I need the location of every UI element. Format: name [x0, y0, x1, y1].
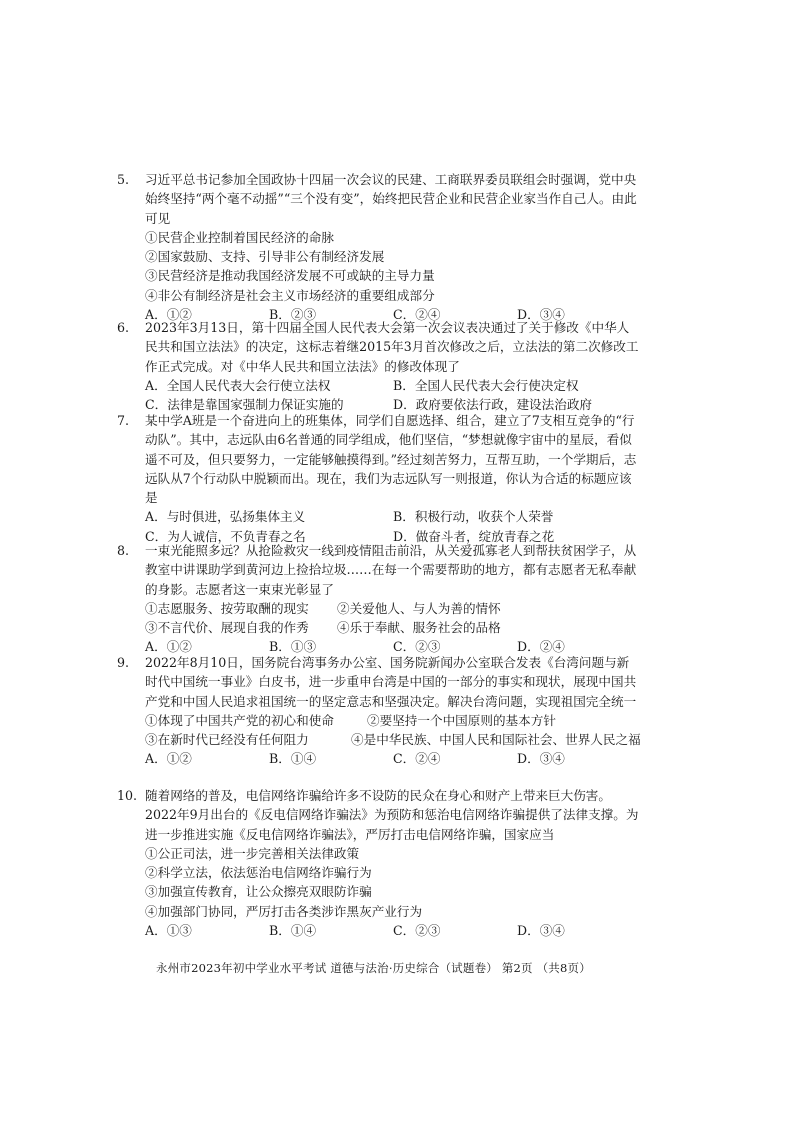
statement-row [145, 618, 641, 637]
option-a: A．①② [145, 639, 192, 655]
option-a: A．①② [145, 751, 192, 767]
statement: ②要坚持一个中国原则的基本方针 [367, 712, 556, 728]
statement: ④乐于奉献、服务社会的品格 [337, 620, 501, 636]
option-b: B．②③ [269, 307, 317, 323]
question-number: 6. [117, 320, 130, 335]
statement: ①志愿服务、按劳取酬的现实 [145, 600, 309, 616]
statement: ③民营经济是推动我国经济发展不可或缺的主导力量 [145, 268, 435, 284]
option-d: D．②④ [517, 639, 565, 655]
statement: ④加强部门协同，严厉打击各类涉诈黑灰产业行为 [145, 903, 423, 919]
question-stem: 2022年8月10日，国务院台湾事务办公室、国务院新闻办公室联合发表《台湾问题与新时代中国统一事业》白皮书，进一步重申台湾是中国的一部分的事实和现状，展现中国共产党和中国人民追求祖国统一的坚定意志和坚强决定。解决台湾问题，实现祖国完全统一 [145, 655, 637, 709]
statement: ③不言代价、展现自我的作秀 [145, 620, 309, 636]
statement: ①民营企业控制着国民经济的命脉 [145, 229, 334, 245]
question-stem: 2023年3月13日，第十四届全国人民代表大会第一次会议表决通过了关于修改《中华人民共和国立法法》的决定，这标志着继2015年3月首次修改之后，立法法的第二次修改工作正式完成。对《中华人民共和国立法法》的修改体现了 [145, 320, 639, 374]
question-8 [117, 541, 641, 657]
option-a: A．①③ [145, 923, 192, 939]
option-d: D．政府要依法行政，建设法治政府 [393, 397, 593, 413]
page-footer: 永州市2023年初中学业水平考试 道德与法治·历史综合（试题卷） 第2页 （共8页） [156, 961, 591, 975]
question-10 [117, 786, 641, 940]
question-5 [117, 170, 641, 324]
answer-options [145, 749, 641, 768]
statement: ①公正司法，进一步完善相关法律政策 [145, 845, 360, 861]
option-a: A．①② [145, 307, 192, 323]
question-number: 10. [117, 788, 138, 803]
option-b: B．①④ [269, 751, 317, 767]
question-number: 8. [117, 543, 130, 558]
statement-row [145, 711, 641, 730]
question-stem: 习近平总书记参加全国政协十四届一次会议的民建、工商联界委员联组会时强调，党中央始终坚持“两个毫不动摇”“三个没有变”，始终把民营企业和民营企业家当作自己人。由此可见 [145, 172, 637, 226]
option-a: A．全国人民代表大会行使立法权 [145, 377, 331, 393]
option-d: D．③④ [517, 923, 565, 939]
answer-options [145, 507, 641, 526]
option-c: C．②④ [393, 751, 441, 767]
option-b: B．积极行动，收获个人荣誉 [393, 509, 554, 525]
statement: ④是中华民族、中国人民和国际社会、世界人民之福 [351, 732, 641, 748]
option-c: C．为人诚信，不负青春之名 [145, 528, 306, 544]
question-9 [117, 653, 641, 769]
statement: ④非公有制经济是社会主义市场经济的重要组成部分 [145, 287, 435, 303]
question-6 [117, 318, 641, 414]
question-number: 7. [117, 413, 130, 428]
statement-row [145, 730, 641, 749]
statement: ②关爱他人、与人为善的情怀 [337, 600, 501, 616]
option-b: B．全国人民代表大会行使决定权 [393, 377, 579, 393]
statement-row [145, 599, 641, 618]
option-c: C．②③ [393, 639, 441, 655]
question-stem: 随着网络的普及，电信网络诈骗给许多不设防的民众在身心和财产上带来巨大伤害。2022年9月出台的《反电信网络诈骗法》为预防和惩治电信网络诈骗提供了法律支撑。为进一步推进实施《反电信网络诈骗法》，严厉打击电信网络诈骗，国家应当 [145, 788, 639, 842]
option-c: C．②④ [393, 307, 441, 323]
option-d: D．③④ [517, 307, 565, 323]
option-b: B．①④ [269, 923, 317, 939]
statement: ②科学立法，依法惩治电信网络诈骗行为 [145, 865, 372, 881]
statement: ③加强宣传教育，让公众擦亮双眼防诈骗 [145, 884, 372, 900]
option-c: C．②③ [393, 923, 441, 939]
question-stem: 某中学A班是一个奋进向上的班集体，同学们自愿选择、组合，建立了7支相互竞争的“行动队”。其中，志远队由6名普通的同学组成，他们坚信，“梦想就像宇宙中的星辰，看似遥不可及，但只要努力，一定能够触摸得到。”经过刻苦努力，互帮互助，一个学期后，志远队从7个行动队中脱颖而出。现在，我们为志远队写一则报道，你认为合适的标题应该是 [145, 413, 637, 506]
option-d: D．做奋斗者，绽放青春之花 [393, 528, 555, 544]
question-stem: 一束光能照多远？从抢险救灾一线到疫情阻击前沿，从关爱孤寡老人到帮扶贫困学子，从教室中讲课助学到黄河边上捡拾垃圾……在每一个需要帮助的地方，都有志愿者无私奉献的身影。志愿者这一束束光彰显了 [145, 543, 637, 597]
question-number: 9. [117, 655, 130, 670]
statement: ③在新时代已经没有任何阻力 [145, 732, 309, 748]
option-a: A．与时俱进，弘扬集体主义 [145, 509, 306, 525]
question-number: 5. [117, 172, 130, 187]
statement: ②国家鼓励、支持、引导非公有制经济发展 [145, 249, 385, 265]
option-b: B．①③ [269, 639, 317, 655]
statement: ①体现了中国共产党的初心和使命 [145, 712, 334, 728]
answer-options [145, 376, 641, 395]
answer-options [145, 921, 641, 940]
question-7 [117, 411, 641, 546]
option-c: C．法律是靠国家强制力保证实施的 [145, 397, 344, 413]
option-d: D．③④ [517, 751, 565, 767]
